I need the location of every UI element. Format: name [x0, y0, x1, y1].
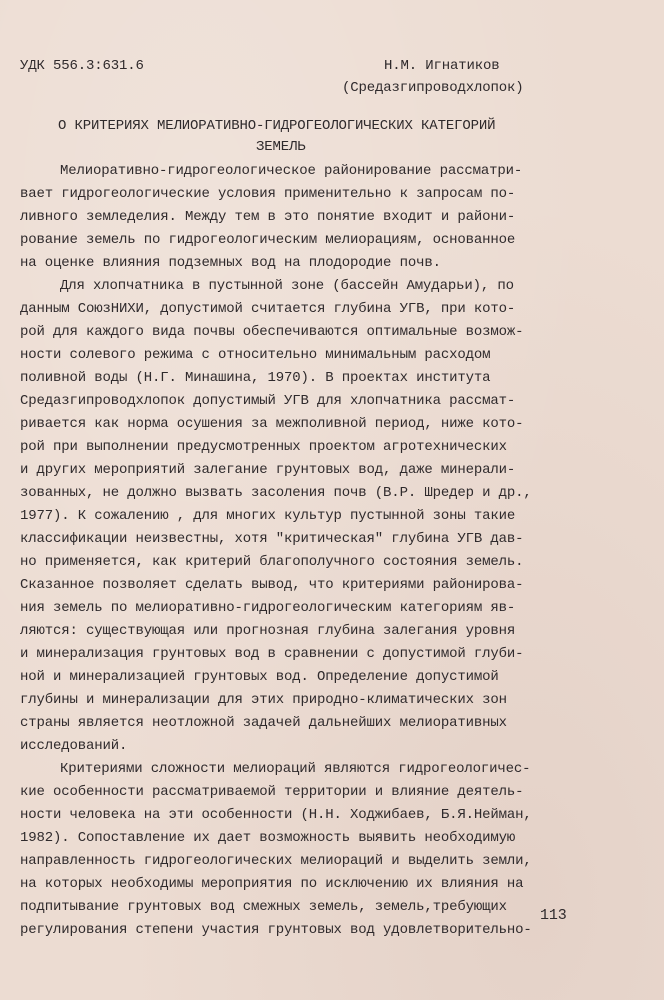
- body-line: 1982). Сопоставление их дает возможность выявить необходимую: [20, 830, 516, 846]
- body-line: глубины и минерализации для этих природно-климатических зон: [20, 692, 507, 708]
- author-affiliation: (Средазгипроводхлопок): [342, 80, 524, 96]
- body-line: ляются: существующая или прогнозная глубина залегания уровня: [20, 623, 516, 639]
- body-line: исследований.: [20, 738, 128, 754]
- body-line: и минерализация грунтовых вод в сравнении с допустимой глуби-: [20, 646, 524, 662]
- body-line: вает гидрогеологические условия применительно к запросам по-: [20, 186, 516, 202]
- body-line: ной и минерализацией грунтовых вод. Определение допустимой: [20, 669, 499, 685]
- body-line: ния земель по мелиоративно-гидрогеологическим категориям яв-: [20, 600, 516, 616]
- body-line: рой при выполнении предусмотренных проектом агротехнических: [20, 439, 507, 455]
- body-line: на которых необходимы мероприятия по исключению их влияния на: [20, 876, 524, 892]
- author-name: Н.М. Игнатиков: [384, 58, 500, 74]
- body-line: кие особенности рассматриваемой территории и влияние деятель-: [20, 784, 524, 800]
- body-line: Мелиоративно-гидрогеологическое районирование рассматри-: [60, 163, 523, 179]
- body-line: но применяется, как критерий благополучного состояния земель.: [20, 554, 524, 570]
- body-line: Сказанное позволяет сделать вывод, что критериями районирова-: [20, 577, 524, 593]
- body-line: данным СоюзНИХИ, допустимой считается глубина УГВ, при кото-: [20, 301, 516, 317]
- udk-code: УДК 556.3:631.6: [20, 58, 144, 74]
- body-line: Средазгипроводхлопок допустимый УГВ для хлопчатника рассмат-: [20, 393, 516, 409]
- body-line: и других мероприятий залегание грунтовых вод, даже минерали-: [20, 462, 516, 478]
- body-line: Для хлопчатника в пустынной зоне (бассейн Амударьи), по: [60, 278, 514, 294]
- body-line: направленность гидрогеологических мелиораций и выделить земли,: [20, 853, 532, 869]
- body-line: рование земель по гидрогеологическим мелиорациям, основанное: [20, 232, 516, 248]
- article-title-line-2: ЗЕМЕЛЬ: [256, 139, 306, 155]
- article-title-line-1: О КРИТЕРИЯХ МЕЛИОРАТИВНО-ГИДРОГЕОЛОГИЧЕСКИХ КАТЕГОРИЙ: [58, 118, 496, 134]
- body-line: страны является неотложной задачей дальнейших мелиоративных: [20, 715, 507, 731]
- body-line: ности солевого режима с относительно минимальным расходом: [20, 347, 491, 363]
- body-line: поливной воды (Н.Г. Минашина, 1970). В проектах института: [20, 370, 491, 386]
- body-line: Критериями сложности мелиораций являются гидрогеологичес-: [60, 761, 531, 777]
- body-line: классификации неизвестны, хотя "критическая" глубина УГВ дав-: [20, 531, 524, 547]
- body-line: 1977). К сожалению , для многих культур пустынной зоны такие: [20, 508, 516, 524]
- body-line: рой для каждого вида почвы обеспечиваются оптимальные возмож-: [20, 324, 524, 340]
- body-line: ливного земледелия. Между тем в это понятие входит и райони-: [20, 209, 516, 225]
- body-line: на оценке влияния подземных вод на плодородие почв.: [20, 255, 441, 271]
- body-line: ривается как норма осушения за межполивной период, ниже кото-: [20, 416, 524, 432]
- body-line: зованных, не должно вызвать засоления почв (В.Р. Шредер и др.,: [20, 485, 532, 501]
- page-number: 113: [540, 907, 567, 924]
- body-line: регулирования степени участия грунтовых вод удовлетворительно-: [20, 922, 532, 938]
- body-line: ности человека на эти особенности (Н.Н. Ходжибаев, Б.Я.Нейман,: [20, 807, 532, 823]
- body-line: подпитывание грунтовых вод смежных земель, земель,требующих: [20, 899, 507, 915]
